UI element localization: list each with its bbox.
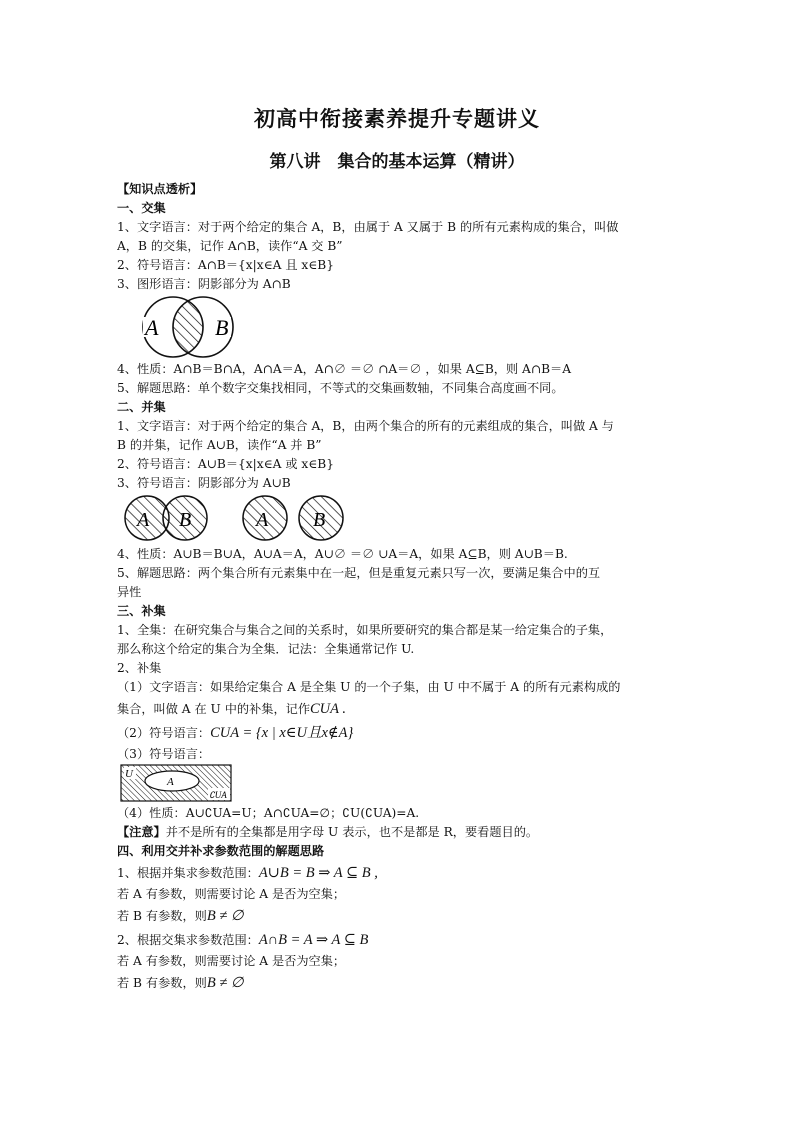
paragraph-text: 若 B 有参数，则 [117,909,207,923]
paragraph [117,928,680,952]
paragraph [117,904,680,928]
paragraph: （3）符号语言： [117,747,211,761]
complement-figure [117,764,680,804]
set-a-label: A [256,509,269,531]
paragraph-text: （2）符号语言： [117,726,211,740]
nonempty-condition: B ≠ ∅ [206,908,244,924]
note-tag: 【注意】 [117,825,166,839]
venn-union-overlapping [121,494,217,542]
paragraph: 异性 [117,585,142,599]
paragraph [117,697,680,721]
set-b-label: B [215,315,229,340]
set-a-label: A [137,509,150,531]
paragraph: 3、符号语言：阴影部分为 A∪B [117,476,291,490]
union-condition-formula: A∪B = B ⇒ A ⊆ B , [258,865,378,881]
paragraph-text: 若 B 有参数，则 [117,976,207,990]
paragraph: 4、性质：A∪B＝B∪A，A∪A＝A，A∪∅ ＝∅ ∪A＝A，如果 A⊆B，则 A∪B＝B. [117,547,568,561]
note-text: 并不是所有的全集都是用字母 U 表示，也不是都是 R，要看题目的。 [165,825,539,839]
heading-union: 二、并集 [117,400,166,414]
paragraph: 5、解题思路：单个数字交集找相同，不等式的交集画数轴，不同集合高度画不同。 [117,381,564,395]
paragraph: 若 A 有参数，则需要讨论 A 是否为空集； [117,954,346,968]
venn-intersection [121,295,251,359]
note-paragraph [117,823,680,842]
document-body [117,180,680,995]
heading-intersection: 一、交集 [117,201,166,215]
complement-diagram [120,764,232,802]
complement-label: ∁UA [209,790,227,800]
paragraph-text: 1、根据并集求参数范围： [117,866,259,880]
paragraph: 1、全集：在研究集合与集合之间的关系时，如果所要研究的集合都是某一给定集合的子集， [117,623,613,637]
set-b-label: B [313,509,326,531]
paragraph [117,861,680,885]
paragraph: （4）性质：A∪∁UA=U；A∩∁UA=∅；∁U(∁UA)=A. [117,806,420,820]
nonempty-condition: B ≠ ∅ [206,975,244,991]
paragraph: （1）文字语言：如果给定集合 A 是全集 U 的一个子集，由 U 中不属于 A 的所有元素构成的 [117,680,621,694]
paragraph: 若 A 有参数，则需要讨论 A 是否为空集； [117,887,346,901]
lecture-title: 第八讲 集合的基本运算（精讲） [269,152,525,172]
paragraph-text: 2、根据交集求参数范围： [117,933,259,947]
venn-union-disjoint [239,494,355,542]
paragraph-text: 集合，叫做 A 在 U 中的补集，记作 [117,702,311,716]
paragraph: 那么称这个给定的集合为全集．记法：全集通常记作 U. [117,642,415,656]
paragraph: 3、图形语言：阴影部分为 A∩B [117,277,291,291]
complement-notation: CUA . [310,701,347,717]
paragraph: B 的并集，记作 A∪B，读作“A 并 B” [117,438,322,452]
paragraph: A，B 的交集，记作 A∩B，读作“A 交 B” [117,239,343,253]
paragraph [117,971,680,995]
paragraph: 1、文字语言：对于两个给定的集合 A，B，由两个集合的所有的元素组成的集合，叫做 A 与 [117,419,614,433]
paragraph: 4、性质：A∩B＝B∩A，A∩A＝A，A∩∅ ＝∅ ∩A＝∅ ，如果 A⊆B，则 A∩B＝A [117,362,572,376]
complement-set-formula: CUA = {x | x∈U且x∉A} [210,725,354,741]
paragraph: 1、文字语言：对于两个给定的集合 A，B，由属于 A 又属于 B 的所有元素构成的集合，叫做 [117,220,619,234]
set-a-label: A [145,315,159,340]
paragraph: 2、补集 [117,661,162,675]
intersection-condition-formula: A∩B = A ⇒ A ⊆ B [258,932,369,948]
set-a-label: A [167,776,174,788]
paragraph [117,721,680,745]
document-title: 初高中衔接素养提升专题讲义 [254,107,540,131]
venn-union-figures [117,493,680,545]
section-header: 【知识点透析】 [117,182,203,196]
paragraph: 2、符号语言：A∩B＝{x|x∈A 且 x∈B} [117,258,335,272]
venn-intersection-figure [117,294,680,360]
paragraph: 5、解题思路：两个集合所有元素集中在一起，但是重复元素只写一次，要满足集合中的互 [117,566,601,580]
set-b-label: B [179,509,192,531]
heading-complement: 三、补集 [117,604,166,618]
heading-parameter-range: 四、利用交并补求参数范围的解题思路 [117,844,325,858]
universal-set-label: U [125,768,133,780]
paragraph: 2、符号语言：A∪B＝{x|x∈A 或 x∈B} [117,457,335,471]
